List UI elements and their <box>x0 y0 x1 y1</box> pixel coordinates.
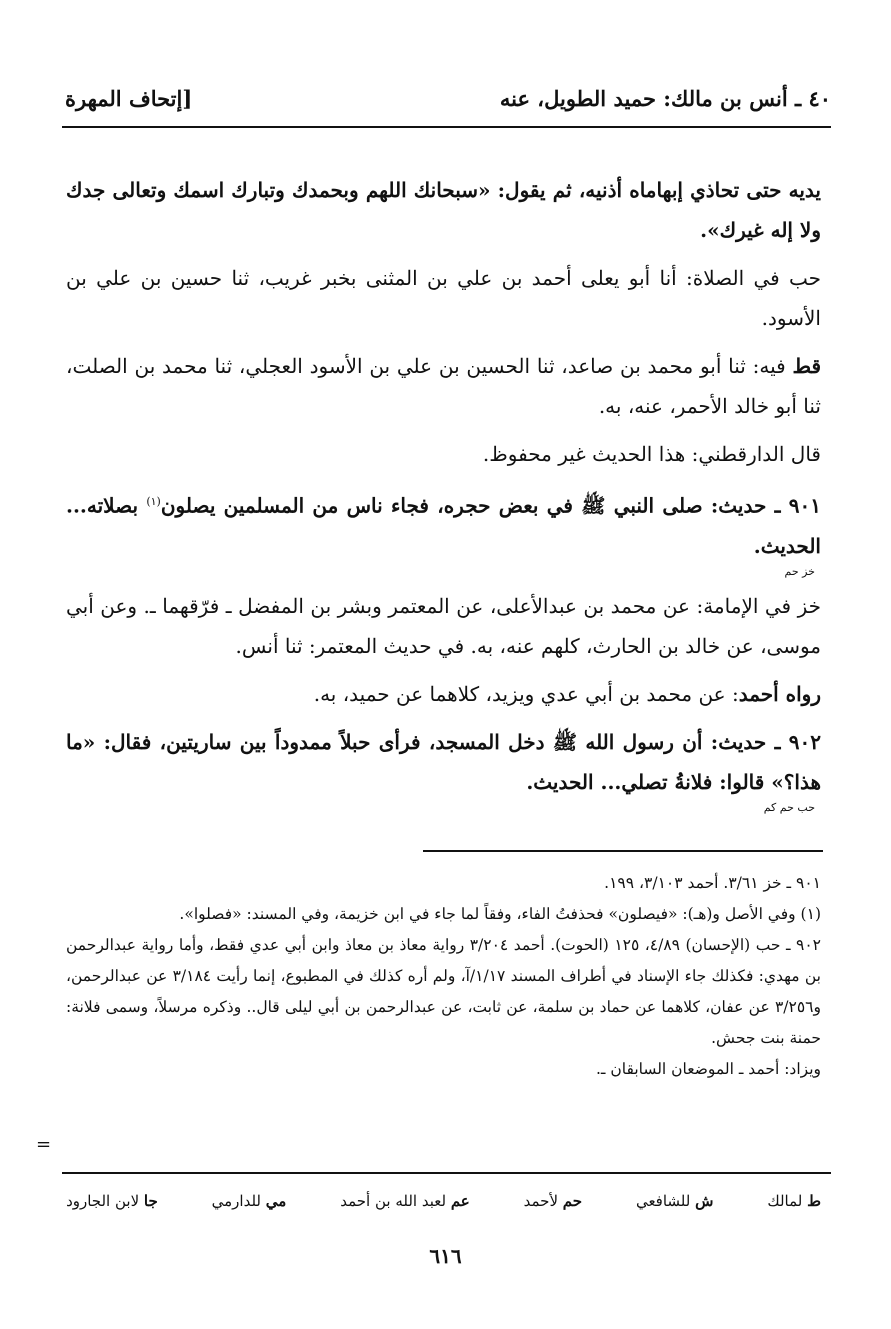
hadith-902-text: ٩٠٢ ـ حديث: أن رسول الله ﷺ دخل المسجد، فرأى حبلاً ممدوداً بين ساريتين، فقال: «ما هذا؟» قالوا: فلانةُ تصلي... الحديث. <box>66 729 821 794</box>
footnote-rule <box>423 850 823 852</box>
hadith-901-text-b: بصلاته... الحديث. <box>66 493 821 558</box>
hadith-901-source-tags: خز حم <box>784 564 815 578</box>
running-title: ٤٠ ـ أنس بن مالك: حميد الطويل، عنه <box>499 86 831 111</box>
footnote-ref-1: (١) <box>146 495 161 508</box>
paragraph-3-text: فيه: ثنا أبو محمد بن صاعد، ثنا الحسين بن علي بن الأسود العجلي، ثنا محمد بن الصلت، ثنا أبو خالد الأحمر، عنه، به. <box>66 354 821 418</box>
hadith-902-source-tags: حب حم كم <box>763 800 815 814</box>
abbr-item: عم لعبد الله بن أحمد <box>340 1192 470 1210</box>
footnote-902-addition: ويزاد: أحمد ـ الموضعان السابقان ـ. <box>596 1060 821 1078</box>
footnote-902: ٩٠٢ ـ حب (الإحسان) ٤/٨٩، ١٢٥ (الحوت). أحمد ٣/٢٠٤ رواية معاذ بن معاذ وابن أبي عدي فقط، وأما رواية عبدالرحمن بن مهدي: فكذلك جاء الإسناد في أطراف المسند ١/١٧/آ، ولم أره كذلك في المطبوع، إنما رأيت ٣/١٨٤ عن عبدالرحمن، و٣/٢٥٦ عن عفان، كلاهما عن حماد بن سلمة، عن ثابت، عن عبدالرحمن بن أبي ليلى قال.. وذكره مرسلاً، وسمى فلانة: حمنة بنت جحش. <box>66 936 821 1047</box>
main-text <box>66 170 821 822</box>
paragraph-6-text: : عن محمد بن أبي عدي ويزيد، كلاهما عن حميد، به. <box>313 681 739 706</box>
header-rule <box>62 126 831 128</box>
abbr-item: جا لابن الجارود <box>66 1192 158 1210</box>
source-code-qt: قط <box>792 354 821 378</box>
abbreviations-legend <box>66 1192 821 1210</box>
footnotes <box>66 868 821 1085</box>
hadith-901-text-a: ٩٠١ ـ حديث: صلى النبي ﷺ في بعض حجره، فجاء ناس من المسلمين يصلون <box>160 493 822 518</box>
page-number: ٦١٦ <box>429 1244 462 1268</box>
paragraph-6-lead: رواه أحمد <box>738 681 821 706</box>
abbr-item: ط لمالك <box>767 1192 821 1210</box>
paragraph-3 <box>66 346 821 426</box>
abbr-item: ش للشافعي <box>635 1192 714 1210</box>
hadith-901 <box>66 482 821 578</box>
paragraph-4: قال الدارقطني: هذا الحديث غير محفوظ. <box>482 442 821 466</box>
footnote-901: ٩٠١ ـ خز ٣/٦١. أحمد ٣/١٠٣، ١٩٩. <box>604 874 821 892</box>
abbr-item: مي للدارمي <box>211 1192 287 1210</box>
footnote-1: (١) وفي الأصل و(هـ): «فيصلون» فحذفتُ الفاء، وفقاً لما جاء في ابن خزيمة، وفي المسند: «فصلوا». <box>179 905 821 923</box>
paragraph-1: يديه حتى تحاذي إبهاماه أذنيه، ثم يقول: «سبحانك اللهم وبحمدك وتبارك اسمك وتعالى جدك ولا إله غيرك». <box>66 178 822 242</box>
paragraph-2: حب في الصلاة: أنا أبو يعلى أحمد بن علي بن المثنى بخبر غريب، ثنا حسين بن علي بن الأسود. <box>66 266 821 330</box>
paragraph-5: خز في الإمامة: عن محمد بن عبدالأعلى، عن المعتمر وبشر بن المفضل ـ فرّقهما ـ. وعن أبي موسى، عن خالد بن الحارث، كلهم عنه، به. في حديث المعتمر: ثنا أنس. <box>66 593 821 658</box>
abbr-item: حم لأحمد <box>523 1192 583 1210</box>
margin-mark: = <box>36 1134 52 1155</box>
abbreviations-rule <box>62 1172 831 1174</box>
book-title: [إتحاف المهرة <box>65 86 193 111</box>
hadith-902 <box>66 722 821 814</box>
paragraph-6 <box>66 674 821 714</box>
